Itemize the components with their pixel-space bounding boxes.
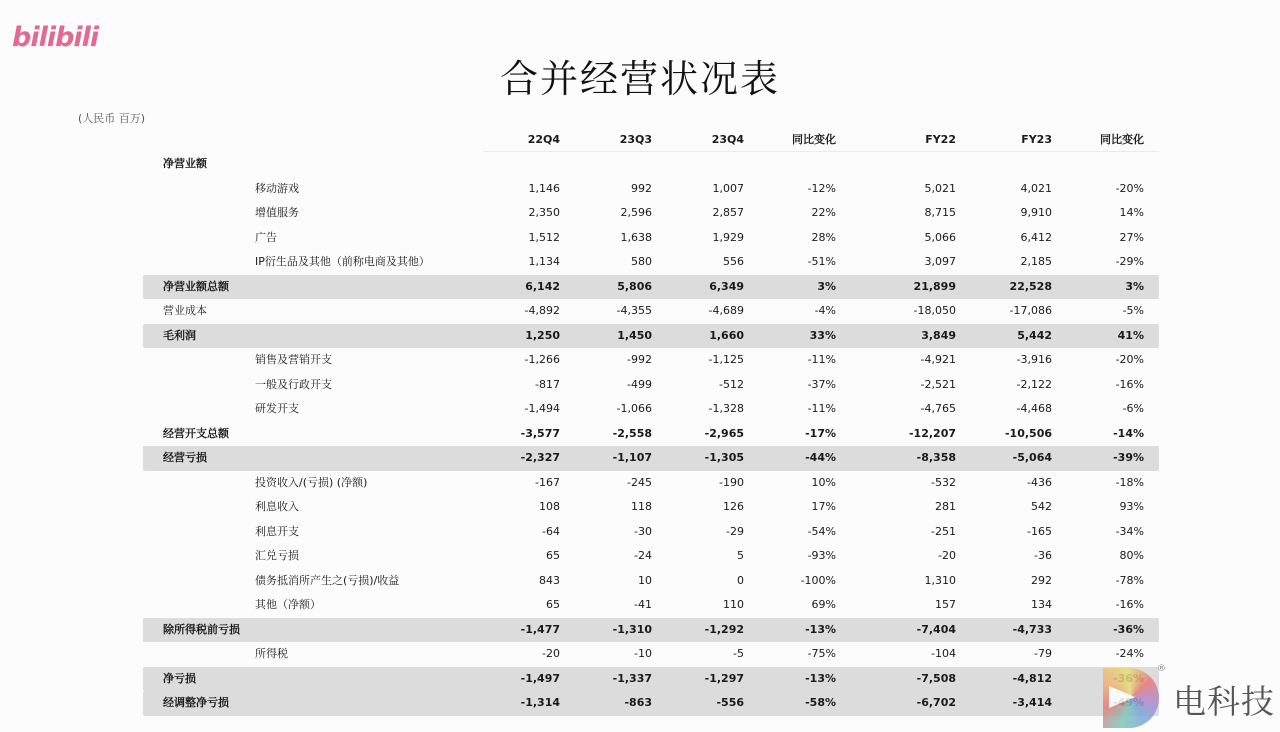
table-cell: 157 (935, 598, 956, 611)
table-cell: -13% (805, 671, 836, 685)
table-cell: 281 (935, 500, 956, 513)
table-cell: 69% (811, 598, 836, 611)
table-cell: 134 (1031, 598, 1052, 611)
table-cell: 8,715 (924, 206, 956, 219)
table-cell: 9,910 (1020, 206, 1052, 219)
table-cell: -4,765 (920, 402, 956, 415)
table-cell: 6,142 (525, 279, 560, 293)
table-cell: -4,689 (708, 304, 744, 317)
table-cell: 93% (1119, 500, 1144, 513)
table-row (143, 422, 1159, 447)
row-label: 研发开支 (255, 402, 299, 415)
row-label: 经营亏损 (163, 451, 207, 464)
table-cell: 580 (631, 255, 652, 268)
table-cell: -20 (542, 647, 560, 660)
table-cell: -512 (719, 377, 744, 391)
table-cell: -556 (716, 696, 744, 709)
table-cell: 1,512 (528, 230, 560, 244)
table-cell: -6% (1122, 402, 1144, 415)
page-title: 合并经营状况表 (499, 57, 780, 101)
table-cell: -436 (1027, 475, 1052, 489)
table-cell: -1,494 (524, 402, 560, 415)
table-cell: -64 (542, 524, 560, 538)
column-header: 22Q4 (527, 133, 560, 146)
table-cell: 1,638 (620, 230, 652, 244)
table-cell: 118 (631, 500, 652, 513)
table-cell: -4,892 (524, 304, 560, 317)
watermark-logo-icon (1103, 668, 1159, 728)
table-cell: -13% (805, 622, 836, 636)
table-cell: -4,355 (616, 304, 652, 317)
table-cell: 1,007 (712, 181, 744, 195)
table-cell: 33% (809, 328, 836, 342)
table-cell: -29 (726, 524, 744, 538)
table-cell: 108 (539, 500, 560, 513)
table-cell: -54% (807, 524, 836, 538)
table-cell: 110 (723, 598, 744, 611)
table-row (143, 373, 1159, 398)
row-label: 利息收入 (255, 500, 299, 513)
table-cell: -17% (805, 426, 836, 440)
table-row (143, 446, 1159, 471)
row-label: 广告 (255, 230, 277, 244)
row-label: 移动游戏 (255, 181, 299, 195)
table-cell: -11% (807, 353, 836, 366)
table-cell: -2,965 (704, 426, 744, 440)
table-cell: -16% (1115, 377, 1144, 391)
table-cell: -100% (800, 573, 836, 587)
table-cell: 5,021 (924, 181, 956, 195)
table-row (143, 177, 1159, 202)
column-header: 同比变化 (792, 133, 836, 146)
row-label: 净营业额总额 (163, 279, 229, 293)
table-cell: -14% (1113, 426, 1144, 440)
table-cell: -1,292 (704, 622, 744, 636)
table-cell: -12% (807, 181, 836, 195)
table-cell: -3,577 (520, 426, 560, 440)
table-cell: 5 (737, 549, 744, 562)
table-row (143, 495, 1159, 520)
table-cell: 2,185 (1020, 255, 1052, 268)
row-label: 所得税 (255, 647, 288, 660)
table-cell: -1,066 (616, 402, 652, 415)
table-cell: -11% (807, 402, 836, 415)
table-cell: 0 (737, 573, 744, 587)
table-cell: 843 (539, 573, 560, 587)
table-cell: 3,097 (924, 255, 956, 268)
registered-mark: ® (1157, 664, 1166, 674)
row-label: 经营开支总额 (163, 426, 229, 440)
table-cell: 1,310 (924, 573, 956, 587)
table-cell: 126 (723, 500, 744, 513)
table-cell: -5% (1122, 304, 1144, 317)
row-label: 利息开支 (255, 524, 299, 538)
table-row (143, 618, 1159, 643)
table-cell: 65 (546, 598, 560, 611)
table-cell: 5,442 (1017, 328, 1052, 342)
table-cell: -5 (733, 647, 744, 660)
row-label: 净营业额 (163, 157, 207, 170)
row-label: 经调整净亏损 (163, 696, 229, 709)
table-cell: -1,107 (612, 451, 652, 464)
table-cell: -4,812 (1012, 671, 1052, 685)
table-cell: -1,297 (704, 671, 744, 685)
table-cell: 21,899 (913, 279, 956, 293)
table-cell: -3,414 (1012, 696, 1052, 709)
column-header: 同比变化 (1100, 133, 1144, 146)
table-cell: -39% (1113, 451, 1144, 464)
table-cell: -18% (1115, 475, 1144, 489)
table-cell: 14% (1119, 206, 1144, 219)
row-label: 销售及营销开支 (255, 353, 332, 366)
table-cell: -20% (1115, 181, 1144, 195)
table-cell: -20 (938, 549, 956, 562)
table-cell: -78% (1115, 573, 1144, 587)
table-cell: -44% (805, 451, 836, 464)
table-row (143, 226, 1159, 251)
table-cell: -29% (1115, 255, 1144, 268)
table-cell: -41 (634, 598, 652, 611)
table-row (143, 152, 1159, 177)
table-cell: -3,916 (1016, 353, 1052, 366)
table-cell: -34% (1115, 524, 1144, 538)
table-cell: -4,733 (1012, 622, 1052, 636)
table-cell: 556 (723, 255, 744, 268)
table-cell: -24 (634, 549, 652, 562)
table-cell: -51% (807, 255, 836, 268)
table-cell: 1,146 (528, 181, 560, 195)
table-body (143, 152, 1159, 716)
table-cell: -58% (805, 696, 836, 709)
table-cell: -18,050 (913, 304, 956, 317)
row-label: 其他（净额） (255, 598, 321, 611)
table-cell: 1,929 (712, 230, 744, 244)
table-cell: -1,305 (704, 451, 744, 464)
table-cell: -4% (814, 304, 836, 317)
table-cell: 80% (1119, 549, 1144, 562)
currency-unit-note: (人民币 百万) (78, 112, 146, 125)
table-cell: 992 (631, 181, 652, 195)
table-cell: -992 (627, 353, 652, 366)
table-cell: -532 (931, 475, 956, 489)
table-cell: -2,521 (920, 377, 956, 391)
table-cell: -20% (1115, 353, 1144, 366)
table-cell: 17% (811, 500, 836, 513)
table-cell: -5,064 (1012, 451, 1052, 464)
column-header: 23Q4 (711, 133, 744, 146)
table-cell: 6,412 (1020, 230, 1052, 244)
table-cell: -190 (719, 475, 744, 489)
table-cell: -863 (624, 696, 652, 709)
table-cell: 1,450 (617, 328, 652, 342)
table-cell: 542 (1031, 500, 1052, 513)
table-header-row (143, 128, 1159, 152)
table-cell: -79 (1034, 647, 1052, 660)
table-cell: 2,596 (620, 206, 652, 219)
table-cell: 3,849 (921, 328, 956, 342)
table-row (143, 520, 1159, 545)
table-cell: 6,349 (709, 279, 744, 293)
table-cell: -1,314 (520, 696, 560, 709)
table-row (143, 667, 1159, 692)
column-header: 23Q3 (619, 133, 652, 146)
table-cell: 1,660 (709, 328, 744, 342)
row-label: 投资收入/(亏损) (净额) (255, 475, 368, 489)
table-cell: -4,468 (1016, 402, 1052, 415)
table-cell: -1,125 (708, 353, 744, 366)
column-header: FY23 (1021, 133, 1052, 146)
table-row (143, 642, 1159, 667)
table-cell: -1,266 (524, 353, 560, 366)
table-cell: 3% (1125, 279, 1144, 293)
table-cell: -10 (634, 647, 652, 660)
table-cell: 22% (811, 206, 836, 219)
table-row (143, 544, 1159, 569)
table-cell: -37% (807, 377, 836, 391)
row-label: 汇兑亏损 (255, 549, 299, 562)
table-cell: -1,328 (708, 402, 744, 415)
bilibili-logo: bilibili (12, 22, 99, 53)
table-cell: -251 (931, 524, 956, 538)
table-row (143, 201, 1159, 226)
table-cell: -6,702 (916, 696, 956, 709)
table-cell: -167 (535, 475, 560, 489)
table-cell: -10,506 (1004, 426, 1052, 440)
table-cell: -7,404 (916, 622, 956, 636)
table-cell: -12,207 (908, 426, 956, 440)
table-cell: 2,857 (712, 206, 744, 219)
table-cell: 27% (1119, 230, 1144, 244)
consolidated-operations-table (143, 128, 1159, 716)
table-row (143, 593, 1159, 618)
watermark (1103, 664, 1280, 732)
table-cell: 5,066 (924, 230, 956, 244)
row-label: 除所得税前亏损 (163, 622, 240, 636)
table-cell: 5,806 (617, 279, 652, 293)
table-cell: -2,122 (1016, 377, 1052, 391)
table-cell: 65 (546, 549, 560, 562)
table-cell: -1,497 (520, 671, 560, 685)
table-row (143, 569, 1159, 594)
table-cell: -1,310 (612, 622, 652, 636)
table-cell: 1,250 (525, 328, 560, 342)
table-cell: -17,086 (1009, 304, 1052, 317)
table-cell: -7,508 (916, 671, 956, 685)
table-cell: -2,327 (520, 451, 560, 464)
row-label: 债务抵消所产生之(亏损)/收益 (255, 573, 400, 587)
table-row (143, 275, 1159, 300)
table-row (143, 324, 1159, 349)
table-cell: -30 (634, 524, 652, 538)
row-label: 净亏损 (163, 671, 196, 685)
table-cell: -8,358 (916, 451, 956, 464)
table-cell: -499 (627, 377, 652, 391)
table-cell: 2,350 (528, 206, 560, 219)
table-cell: -165 (1027, 524, 1052, 538)
table-cell: -36% (1113, 622, 1144, 636)
table-cell: -16% (1115, 598, 1144, 611)
table-cell: -1,477 (520, 622, 560, 636)
table-row (143, 691, 1159, 716)
column-header: FY22 (925, 133, 956, 146)
table-cell: 10% (811, 475, 836, 489)
row-label: 营业成本 (163, 304, 207, 317)
table-cell: 10 (638, 573, 652, 587)
table-cell: 28% (811, 230, 836, 244)
table-row (143, 471, 1159, 496)
table-cell: 4,021 (1020, 181, 1052, 195)
table-cell: 22,528 (1009, 279, 1052, 293)
table-cell: -36 (1034, 549, 1052, 562)
table-row (143, 348, 1159, 373)
table-cell: -75% (807, 647, 836, 660)
table-cell: -4,921 (920, 353, 956, 366)
table-cell: -2,558 (612, 426, 652, 440)
table-cell: -1,337 (612, 671, 652, 685)
table-cell: -817 (535, 377, 560, 391)
table-cell: 292 (1031, 573, 1052, 587)
row-label: 一般及行政开支 (255, 377, 332, 391)
row-label: 毛利润 (163, 328, 196, 342)
row-label: 增值服务 (255, 206, 299, 219)
table-cell: -104 (931, 647, 956, 660)
table-cell: -93% (807, 549, 836, 562)
table-row (143, 299, 1159, 324)
table-cell: 41% (1117, 328, 1144, 342)
table-cell: 3% (817, 279, 836, 293)
row-label: IP衍生品及其他（前称电商及其他） (255, 255, 430, 268)
watermark-text: 电科技 (1173, 682, 1275, 721)
table-row (143, 397, 1159, 422)
table-row (143, 250, 1159, 275)
table-cell: -245 (627, 475, 652, 489)
table-cell: -24% (1115, 647, 1144, 660)
table-cell: 1,134 (528, 255, 560, 268)
